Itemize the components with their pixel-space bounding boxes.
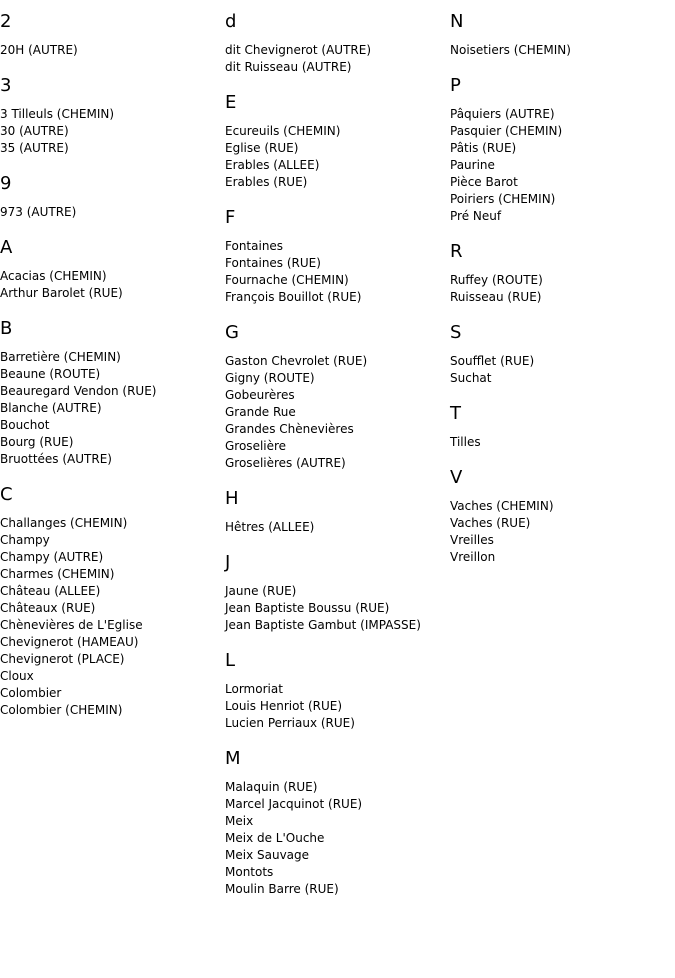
letter-heading: A: [0, 237, 13, 258]
street-link-piece-barot[interactable]: Pièce Barot: [450, 175, 518, 189]
street-link-louis-henriot-rue[interactable]: Louis Henriot (RUE): [225, 699, 343, 713]
letter-heading: S: [450, 322, 462, 343]
index-column-1: [0, 10, 225, 734]
street-link-vaches-chemin[interactable]: Vaches (CHEMIN): [450, 499, 554, 513]
street-list: [0, 349, 225, 468]
street-link-eglise-rue[interactable]: Eglise (RUE): [225, 141, 299, 155]
street-link-gaston-chevrolet-rue[interactable]: Gaston Chevrolet (RUE): [225, 354, 368, 368]
street-link-patis-rue[interactable]: Pâtis (RUE): [450, 141, 517, 155]
street-link-3-tilleuls-chemin[interactable]: 3 Tilleuls (CHEMIN): [0, 107, 115, 121]
street-link-ruffey-route[interactable]: Ruffey (ROUTE): [450, 273, 543, 287]
letter-heading: F: [225, 207, 236, 228]
street-list: [225, 779, 450, 898]
street-link-bouchot[interactable]: Bouchot: [0, 418, 50, 432]
street-link-jean-baptiste-gambut-impasse[interactable]: Jean Baptiste Gambut (IMPASSE): [225, 618, 421, 632]
street-link-pasquier-chemin[interactable]: Pasquier (CHEMIN): [450, 124, 563, 138]
street-link-jean-baptiste-boussu-rue[interactable]: Jean Baptiste Boussu (RUE): [225, 601, 390, 615]
letter-heading: L: [225, 650, 236, 671]
street-link-chevignerot-place[interactable]: Chevignerot (PLACE): [0, 652, 125, 666]
street-link-grande-rue[interactable]: Grande Rue: [225, 405, 296, 419]
street-link-meix-de-l-ouche[interactable]: Meix de L'Ouche: [225, 831, 325, 845]
street-link-noisetiers-chemin[interactable]: Noisetiers (CHEMIN): [450, 43, 571, 57]
street-link-bourg-rue[interactable]: Bourg (RUE): [0, 435, 74, 449]
street-link-973-autre[interactable]: 973 (AUTRE): [0, 205, 77, 219]
index-column-2: [225, 10, 450, 913]
street-list: [450, 498, 675, 566]
street-link-ruisseau-rue[interactable]: Ruisseau (RUE): [450, 290, 542, 304]
street-link-francois-bouillot-rue[interactable]: François Bouillot (RUE): [225, 290, 362, 304]
letter-heading: V: [450, 467, 463, 488]
street-link-groselieres-autre[interactable]: Groselières (AUTRE): [225, 456, 346, 470]
letter-group-a: [0, 236, 225, 302]
street-list: [450, 106, 675, 225]
street-link-gobeureres[interactable]: Gobeurères: [225, 388, 295, 402]
street-list: [225, 353, 450, 472]
street-link-fontaines[interactable]: Fontaines: [225, 239, 284, 253]
street-link-poiriers-chemin[interactable]: Poiriers (CHEMIN): [450, 192, 556, 206]
letter-heading: G: [225, 322, 239, 343]
street-link-fournache-chemin[interactable]: Fournache (CHEMIN): [225, 273, 349, 287]
letter-heading: H: [225, 488, 239, 509]
street-link-chateau-allee[interactable]: Château (ALLEE): [0, 584, 101, 598]
street-link-chevignerot-hameau[interactable]: Chevignerot (HAMEAU): [0, 635, 139, 649]
letter-heading: 3: [0, 75, 12, 96]
street-list: [0, 204, 225, 221]
street-link-champy[interactable]: Champy: [0, 533, 50, 547]
street-link-montots[interactable]: Montots: [225, 865, 274, 879]
street-link-bruottees-autre[interactable]: Bruottées (AUTRE): [0, 452, 112, 466]
street-link-arthur-barolet-rue[interactable]: Arthur Barolet (RUE): [0, 286, 123, 300]
street-link-acacias-chemin[interactable]: Acacias (CHEMIN): [0, 269, 107, 283]
letter-group-p: [450, 74, 675, 225]
street-link-beauregard-vendon-rue[interactable]: Beauregard Vendon (RUE): [0, 384, 157, 398]
street-list: [450, 434, 675, 451]
street-link-suchat[interactable]: Suchat: [450, 371, 492, 385]
street-link-erables-rue[interactable]: Erables (RUE): [225, 175, 308, 189]
street-link-tilles[interactable]: Tilles: [450, 435, 481, 449]
letter-group-2: [0, 10, 225, 59]
street-link-vaches-rue[interactable]: Vaches (RUE): [450, 516, 531, 530]
street-link-colombier[interactable]: Colombier: [0, 686, 62, 700]
street-link-meix-sauvage[interactable]: Meix Sauvage: [225, 848, 310, 862]
street-link-hetres-allee[interactable]: Hêtres (ALLEE): [225, 520, 315, 534]
street-list: [450, 42, 675, 59]
street-list: [450, 353, 675, 387]
letter-group-h: [225, 487, 450, 536]
street-link-lormoriat[interactable]: Lormoriat: [225, 682, 283, 696]
street-list: [225, 583, 450, 634]
street-link-35-autre[interactable]: 35 (AUTRE): [0, 141, 69, 155]
street-link-paquiers-autre[interactable]: Pâquiers (AUTRE): [450, 107, 555, 121]
street-link-malaquin-rue[interactable]: Malaquin (RUE): [225, 780, 318, 794]
letter-group-j: [225, 551, 450, 634]
letter-heading: M: [225, 748, 241, 769]
street-link-pre-neuf[interactable]: Pré Neuf: [450, 209, 502, 223]
letter-group-c: [0, 483, 225, 719]
letter-heading: N: [450, 11, 464, 32]
street-link-barretiere-chemin[interactable]: Barretière (CHEMIN): [0, 350, 121, 364]
street-list: [0, 515, 225, 719]
letter-heading: E: [225, 92, 237, 113]
letter-group-l: [225, 649, 450, 732]
street-list: [450, 272, 675, 306]
letter-group-m: [225, 747, 450, 898]
street-link-champy-autre[interactable]: Champy (AUTRE): [0, 550, 104, 564]
letter-heading: 9: [0, 173, 12, 194]
street-link-grandes-chenevieres[interactable]: Grandes Chènevières: [225, 422, 354, 436]
street-link-paurine[interactable]: Paurine: [450, 158, 495, 172]
letter-group-9: [0, 172, 225, 221]
street-link-charmes-chemin[interactable]: Charmes (CHEMIN): [0, 567, 115, 581]
street-list: [225, 123, 450, 191]
street-link-gigny-route[interactable]: Gigny (ROUTE): [225, 371, 315, 385]
street-list: [0, 106, 225, 157]
street-link-20h-autre[interactable]: 20H (AUTRE): [0, 43, 78, 57]
street-link-lucien-perriaux-rue[interactable]: Lucien Perriaux (RUE): [225, 716, 355, 730]
letter-heading: T: [450, 403, 461, 424]
street-link-marcel-jacquinot-rue[interactable]: Marcel Jacquinot (RUE): [225, 797, 363, 811]
street-list: [225, 42, 450, 76]
letter-group-s: [450, 321, 675, 387]
street-link-groseliere[interactable]: Groselière: [225, 439, 287, 453]
letter-group-e: [225, 91, 450, 191]
street-list: [225, 681, 450, 732]
street-list: [0, 268, 225, 302]
street-link-erables-allee[interactable]: Erables (ALLEE): [225, 158, 320, 172]
letter-heading: R: [450, 241, 463, 262]
letter-group-r: [450, 240, 675, 306]
letter-heading: J: [225, 552, 231, 573]
street-link-jaune-rue[interactable]: Jaune (RUE): [225, 584, 297, 598]
letter-group-f: [225, 206, 450, 306]
letter-heading: 2: [0, 11, 12, 32]
street-link-dit-chevignerot-autre[interactable]: dit Chevignerot (AUTRE): [225, 43, 372, 57]
letter-heading: C: [0, 484, 13, 505]
street-link-beaune-route[interactable]: Beaune (ROUTE): [0, 367, 101, 381]
letter-heading: B: [0, 318, 13, 339]
street-link-30-autre[interactable]: 30 (AUTRE): [0, 124, 69, 138]
letter-group-d: [225, 10, 450, 76]
letter-group-t: [450, 402, 675, 451]
street-link-colombier-chemin[interactable]: Colombier (CHEMIN): [0, 703, 123, 717]
street-link-blanche-autre[interactable]: Blanche (AUTRE): [0, 401, 102, 415]
street-list: [0, 42, 225, 59]
street-link-chateaux-rue[interactable]: Châteaux (RUE): [0, 601, 96, 615]
street-link-meix[interactable]: Meix: [225, 814, 254, 828]
letter-heading: d: [225, 11, 237, 32]
letter-heading: P: [450, 75, 461, 96]
street-link-fontaines-rue[interactable]: Fontaines (RUE): [225, 256, 321, 270]
street-link-chenevieres-de-l-eglise[interactable]: Chènevières de L'Eglise: [0, 618, 143, 632]
street-link-ecureuils-chemin[interactable]: Ecureuils (CHEMIN): [225, 124, 341, 138]
street-list: [225, 238, 450, 306]
street-link-cloux[interactable]: Cloux: [0, 669, 34, 683]
letter-group-b: [0, 317, 225, 468]
street-link-vreillon[interactable]: Vreillon: [450, 550, 496, 564]
letter-group-v: [450, 466, 675, 566]
letter-group-g: [225, 321, 450, 472]
street-link-vreilles[interactable]: Vreilles: [450, 533, 494, 547]
street-list: [225, 519, 450, 536]
letter-group-3: [0, 74, 225, 157]
letter-group-n: [450, 10, 675, 59]
index-column-3: [450, 10, 675, 581]
street-link-moulin-barre-rue[interactable]: Moulin Barre (RUE): [225, 882, 339, 896]
street-link-challanges-chemin[interactable]: Challanges (CHEMIN): [0, 516, 128, 530]
street-link-soufflet-rue[interactable]: Soufflet (RUE): [450, 354, 535, 368]
street-link-dit-ruisseau-autre[interactable]: dit Ruisseau (AUTRE): [225, 60, 352, 74]
